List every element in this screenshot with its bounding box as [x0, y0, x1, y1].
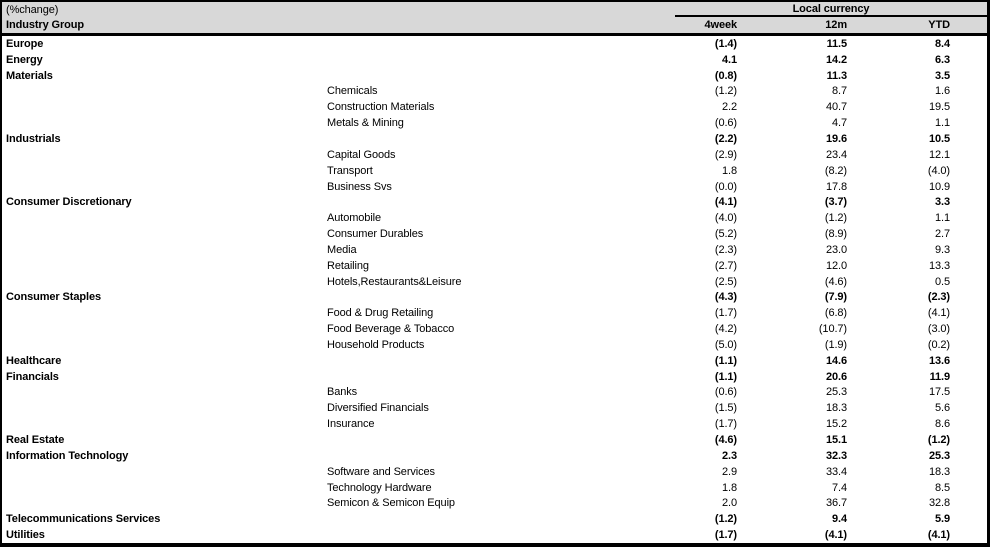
group-label: Information Technology: [6, 449, 129, 462]
value-ytd: 9.3: [935, 243, 950, 256]
table-row: [2, 464, 987, 480]
sub-industry-label: Construction Materials: [327, 101, 435, 114]
value-12m: 15.2: [825, 418, 847, 431]
sub-industry-label: Technology Hardware: [327, 481, 432, 494]
table-row: [2, 258, 987, 274]
value-12m: (7.9): [824, 291, 847, 304]
value-ytd: 2.7: [935, 228, 950, 241]
sub-industry-label: Chemicals: [327, 85, 378, 98]
sub-industry-label: Retailing: [327, 259, 369, 272]
column-header-4week: 4week: [704, 19, 737, 31]
value-4week: (1.1): [714, 370, 737, 383]
value-ytd: 5.6: [935, 402, 950, 415]
value-12m: 11.5: [826, 37, 847, 50]
value-12m: (4.1): [824, 529, 847, 542]
value-ytd: (3.0): [927, 323, 950, 336]
sub-industry-label: Food & Drug Retailing: [327, 307, 434, 320]
value-ytd: 1.1: [935, 117, 950, 130]
value-4week: (4.0): [714, 212, 737, 225]
value-ytd: 8.6: [935, 418, 950, 431]
sub-industry-label: Semicon & Semicon Equip: [327, 497, 455, 510]
sub-industry-label: Hotels,Restaurants&Leisure: [327, 275, 462, 288]
value-4week: (1.7): [714, 529, 737, 542]
sub-industry-label: Insurance: [327, 418, 375, 431]
table-row: [2, 400, 987, 416]
value-4week: (2.5): [714, 275, 737, 288]
value-ytd: (4.1): [927, 307, 950, 320]
value-ytd: 13.3: [928, 259, 950, 272]
table-row: [2, 36, 987, 52]
table-row: [2, 432, 987, 448]
value-12m: 23.0: [825, 243, 847, 256]
table-row: [2, 131, 987, 147]
value-ytd: 11.9: [929, 370, 950, 383]
value-12m: (4.6): [824, 275, 847, 288]
value-12m: 4.7: [832, 117, 847, 130]
value-12m: 32.3: [825, 449, 847, 462]
value-12m: (8.2): [824, 164, 847, 177]
sub-industry-label: Food Beverage & Tobacco: [327, 323, 455, 336]
value-12m: 11.3: [826, 69, 847, 82]
value-4week: (5.0): [714, 338, 737, 351]
value-ytd: (0.2): [927, 338, 950, 351]
value-ytd: 0.5: [935, 275, 950, 288]
sub-industry-label: Capital Goods: [327, 148, 396, 161]
local-currency-header: Local currency: [675, 2, 987, 17]
value-4week: (2.9): [714, 148, 737, 161]
table-row: [2, 495, 987, 511]
table-row: [2, 163, 987, 179]
group-label: Industrials: [6, 132, 61, 145]
value-ytd: 10.9: [928, 180, 950, 193]
sub-industry-label: Automobile: [327, 212, 382, 225]
value-12m: 25.3: [825, 386, 847, 399]
value-4week: (1.7): [714, 418, 737, 431]
table-row: [2, 115, 987, 131]
value-ytd: 3.3: [935, 196, 950, 209]
table-body: [2, 36, 987, 543]
value-4week: (4.2): [714, 323, 737, 336]
value-4week: (1.7): [714, 307, 737, 320]
table-header: [2, 2, 987, 36]
value-ytd: 13.6: [928, 354, 950, 367]
table-row: [2, 52, 987, 68]
group-label: Utilities: [6, 529, 45, 542]
percent-change-label: (%change): [6, 3, 59, 16]
value-ytd: 6.3: [935, 53, 950, 66]
value-ytd: 25.3: [928, 449, 950, 462]
group-label: Consumer Discretionary: [6, 196, 132, 209]
group-label: Real Estate: [6, 434, 65, 447]
column-header-12m: 12m: [825, 19, 847, 31]
value-4week: (2.7): [714, 259, 737, 272]
value-ytd: 10.5: [928, 132, 950, 145]
table-row: [2, 274, 987, 290]
value-4week: (4.1): [714, 196, 737, 209]
value-4week: (5.2): [714, 228, 737, 241]
table-row: [2, 99, 987, 115]
value-ytd: 8.5: [935, 481, 950, 494]
table-row: [2, 527, 987, 543]
table-row: [2, 226, 987, 242]
table-row: [2, 369, 987, 385]
value-ytd: 3.5: [935, 69, 950, 82]
value-4week: 2.3: [722, 449, 737, 462]
value-12m: (1.2): [824, 212, 847, 225]
value-4week: (0.6): [714, 386, 737, 399]
group-label: Telecommunications Services: [6, 513, 161, 526]
value-12m: (10.7): [818, 323, 847, 336]
value-12m: 20.6: [825, 370, 847, 383]
value-12m: 19.6: [825, 132, 847, 145]
value-4week: (4.6): [714, 434, 737, 447]
value-4week: 1.8: [722, 164, 737, 177]
table-row: [2, 480, 987, 496]
value-12m: 18.3: [825, 402, 847, 415]
value-12m: (8.9): [824, 228, 847, 241]
sub-industry-label: Metals & Mining: [327, 117, 404, 130]
header-row-currency: [2, 2, 987, 17]
sub-industry-label: Diversified Financials: [327, 402, 429, 415]
value-4week: 2.0: [722, 497, 737, 510]
table-row: [2, 194, 987, 210]
value-12m: (1.9): [824, 338, 847, 351]
group-label: Europe: [6, 37, 44, 50]
value-4week: (2.2): [714, 132, 737, 145]
table-row: [2, 290, 987, 306]
group-label: Consumer Staples: [6, 291, 101, 304]
value-12m: 8.7: [832, 85, 847, 98]
value-4week: 2.9: [722, 465, 737, 478]
value-4week: (1.2): [714, 85, 737, 98]
value-ytd: 18.3: [928, 465, 950, 478]
value-12m: 12.0: [825, 259, 847, 272]
value-4week: 4.1: [722, 53, 737, 66]
value-4week: (0.8): [714, 69, 737, 82]
table-row: [2, 416, 987, 432]
value-4week: 2.2: [722, 101, 737, 114]
table-row: [2, 147, 987, 163]
value-4week: (1.1): [714, 354, 737, 367]
sub-industry-label: Transport: [327, 164, 373, 177]
table-row: [2, 321, 987, 337]
value-12m: 7.4: [832, 481, 847, 494]
value-12m: 9.4: [832, 513, 847, 526]
table-row: [2, 448, 987, 464]
value-12m: 23.4: [825, 148, 847, 161]
value-ytd: (2.3): [927, 291, 950, 304]
group-label: Energy: [6, 53, 43, 66]
table-row: [2, 68, 987, 84]
header-row-columns: [2, 17, 987, 33]
sub-industry-label: Software and Services: [327, 465, 435, 478]
value-4week: (1.4): [714, 37, 737, 50]
table-row: [2, 179, 987, 195]
value-ytd: 5.9: [935, 513, 950, 526]
value-4week: (0.0): [714, 180, 737, 193]
value-ytd: (4.1): [927, 529, 950, 542]
value-ytd: 1.1: [935, 212, 950, 225]
value-4week: 1.8: [722, 481, 737, 494]
value-12m: (3.7): [824, 196, 847, 209]
value-ytd: 12.1: [928, 148, 950, 161]
sub-industry-label: Consumer Durables: [327, 228, 424, 241]
value-4week: (1.5): [714, 402, 737, 415]
value-4week: (0.6): [714, 117, 737, 130]
value-12m: 40.7: [825, 101, 847, 114]
value-12m: 33.4: [825, 465, 847, 478]
sub-industry-label: Media: [327, 243, 357, 256]
value-4week: (4.3): [714, 291, 737, 304]
value-12m: 17.8: [825, 180, 847, 193]
table-row: [2, 210, 987, 226]
table-row: [2, 305, 987, 321]
value-12m: 15.1: [825, 434, 847, 447]
value-12m: 14.6: [825, 354, 847, 367]
group-label: Financials: [6, 370, 59, 383]
value-ytd: 1.6: [935, 85, 950, 98]
value-12m: 14.2: [825, 53, 847, 66]
table-row: [2, 337, 987, 353]
sub-industry-label: Banks: [327, 386, 358, 399]
value-ytd: (4.0): [927, 164, 950, 177]
value-ytd: 19.5: [928, 101, 950, 114]
table-row: [2, 353, 987, 369]
table-row: [2, 385, 987, 401]
value-4week: (2.3): [714, 243, 737, 256]
value-ytd: (1.2): [927, 434, 950, 447]
industry-group-header: Industry Group: [6, 19, 85, 31]
table-row: [2, 511, 987, 527]
table-row: [2, 242, 987, 258]
group-label: Materials: [6, 69, 53, 82]
value-ytd: 17.5: [928, 386, 950, 399]
value-4week: (1.2): [714, 513, 737, 526]
sub-industry-label: Household Products: [327, 338, 425, 351]
sub-industry-label: Business Svs: [327, 180, 392, 193]
value-ytd: 32.8: [928, 497, 950, 510]
table-row: [2, 84, 987, 100]
group-label: Healthcare: [6, 354, 62, 367]
value-ytd: 8.4: [935, 37, 950, 50]
value-12m: 36.7: [825, 497, 847, 510]
column-header-ytd: YTD: [928, 19, 950, 31]
value-12m: (6.8): [824, 307, 847, 320]
